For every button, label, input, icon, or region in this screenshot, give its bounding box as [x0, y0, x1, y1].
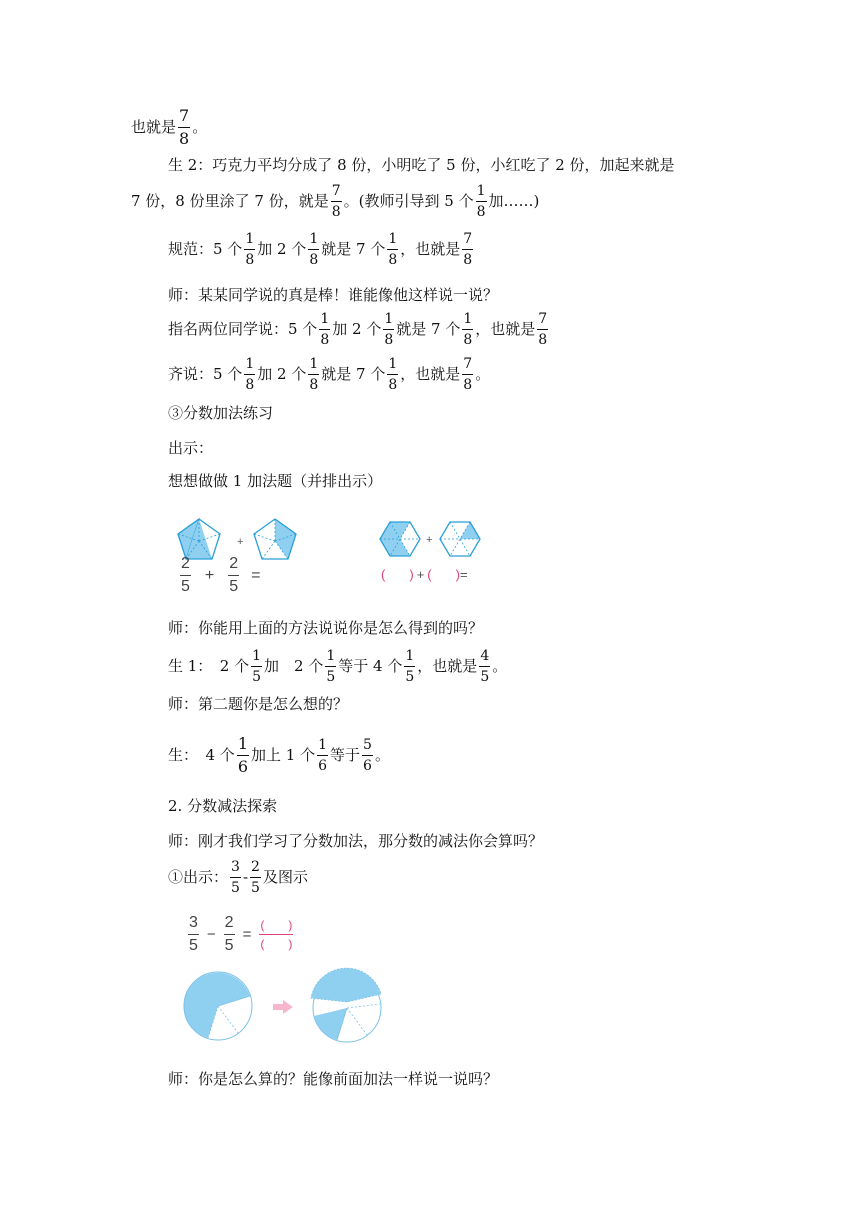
denominator: 5 [229, 578, 239, 595]
line-14 [168, 736, 390, 775]
text: 出示： [168, 439, 214, 457]
text: 加 2 个 [257, 240, 307, 258]
text: 生 1： 2 个 [168, 657, 250, 675]
hexagon-left [380, 522, 420, 556]
plus-sign: + [426, 534, 433, 546]
numerator: 1 [308, 357, 319, 375]
numerator: 7 [462, 232, 473, 250]
line-1 [131, 108, 207, 147]
text: 师：第二题你是怎么想的？ [168, 695, 349, 713]
numerator: 7 [537, 312, 548, 330]
fraction [462, 357, 473, 392]
numerator: 7 [331, 184, 342, 202]
numerator: 1 [476, 184, 487, 202]
equals-sign: = [251, 566, 261, 584]
text: ，也就是 [417, 657, 478, 675]
text: 等于 4 个 [338, 657, 403, 675]
numerator: 1 [317, 738, 328, 756]
pentagon-right [254, 519, 296, 559]
text: 齐说：5 个 [168, 365, 243, 383]
text: ①出示： [168, 868, 229, 886]
denominator: 5 [231, 880, 240, 896]
numerator: 1 [404, 649, 415, 667]
numerator: 7 [178, 108, 190, 128]
line-6 [168, 312, 550, 347]
numerator: 3 [230, 860, 241, 878]
numerator: 3 [188, 915, 199, 935]
fraction [308, 357, 319, 392]
denominator: 8 [245, 252, 255, 268]
numerator: 1 [383, 312, 394, 330]
text: 师：刚才我们学习了分数加法，那分数的减法你会算吗？ [168, 832, 544, 850]
denominator: 5 [326, 669, 336, 685]
text: 加 2 个 [264, 657, 324, 675]
denominator: 8 [309, 252, 319, 268]
numerator: 1 [237, 736, 249, 756]
fraction [462, 312, 473, 347]
numerator: 1 [387, 357, 398, 375]
paren-left: ( [381, 567, 386, 582]
fraction [462, 232, 473, 267]
circle-before [184, 964, 257, 1040]
denominator: 5 [224, 937, 234, 954]
line-5 [168, 288, 498, 303]
fraction [188, 915, 199, 954]
text: 规范：5 个 [168, 240, 243, 258]
text: 就是 7 个 [321, 240, 386, 258]
numerator: 2 [224, 915, 235, 935]
denominator: 5 [252, 669, 262, 685]
numerator: 1 [387, 232, 398, 250]
text: 。 [475, 365, 491, 383]
fraction [251, 649, 262, 684]
text: 加 2 个 [332, 320, 382, 338]
fraction [362, 738, 373, 773]
fraction [317, 738, 328, 773]
line-4 [168, 232, 475, 267]
heading-subtraction [168, 799, 277, 814]
fraction [387, 357, 398, 392]
text: 。(教师引导到 5 个 [343, 192, 474, 210]
plus-sign: + [416, 567, 425, 582]
line-3 [131, 184, 539, 219]
text: 指名两位同学说：5 个 [168, 320, 318, 338]
denominator: 5 [181, 578, 190, 595]
denominator: 5 [405, 669, 415, 685]
fraction [537, 312, 548, 347]
numerator: 7 [462, 357, 473, 375]
numerator: 5 [362, 738, 373, 756]
text: 想想做做 1 加法题（并排出示） [168, 472, 383, 490]
denominator: 6 [363, 758, 372, 774]
text: 加 2 个 [257, 365, 307, 383]
heading-addition-practice [168, 406, 273, 421]
line-11 [168, 621, 483, 636]
denominator: 5 [480, 669, 490, 685]
text: 加上 1 个 [251, 746, 316, 764]
hexagon-right [440, 522, 480, 556]
text: 师：你能用上面的方法说说你是怎么得到的吗？ [168, 619, 484, 637]
text: 加……) [488, 192, 540, 210]
fraction [244, 357, 255, 392]
denominator: 8 [179, 129, 190, 148]
denominator: 6 [237, 757, 248, 776]
text: 。 [492, 657, 508, 675]
numerator: 1 [244, 357, 255, 375]
circle-after [311, 968, 381, 1042]
text: 及图示 [262, 868, 308, 886]
paren-right: ) [455, 567, 460, 582]
fraction [228, 556, 239, 595]
text: 7 份，8 份里涂了 7 份，就是 [131, 192, 329, 210]
numerator: 4 [479, 649, 490, 667]
text: 等于 [330, 746, 361, 764]
pentagon-left [178, 519, 220, 559]
denominator: 6 [318, 758, 328, 774]
subtraction-circles-figure [180, 964, 390, 1054]
fraction [387, 232, 398, 267]
paren-right: ) [409, 567, 414, 582]
line-7 [168, 357, 490, 392]
arrow-icon [273, 1000, 293, 1014]
denominator: ( ) [260, 937, 293, 951]
line-show [168, 441, 213, 456]
text: 2. 分数减法探索 [168, 797, 278, 815]
answer-fraction [259, 919, 293, 950]
fraction [244, 232, 255, 267]
text: 师：你是怎么算的？能像前面加法一样说一说吗？ [168, 1070, 499, 1088]
fraction [325, 649, 336, 684]
line-12 [168, 649, 507, 684]
text: 也就是 [131, 118, 177, 136]
denominator: 8 [388, 252, 398, 268]
equals-sign: = [242, 926, 252, 943]
minus-sign: - [242, 868, 249, 886]
denominator: 8 [245, 377, 255, 393]
numerator: 1 [319, 312, 330, 330]
line-17 [168, 860, 308, 895]
text: 。 [192, 118, 208, 136]
text: 生 2：巧克力平均分成了 8 份，小明吃了 5 份，小红吃了 2 份，加起来就是 [168, 156, 675, 174]
denominator: 8 [384, 332, 394, 348]
denominator: 5 [189, 937, 198, 954]
text: ③分数加法练习 [168, 404, 274, 422]
text: 生： 4 个 [168, 746, 235, 764]
numerator: 2 [250, 860, 261, 878]
fraction [404, 649, 415, 684]
fraction [237, 736, 249, 775]
subtraction-equation [186, 915, 295, 954]
fraction [224, 915, 235, 954]
fraction [479, 649, 490, 684]
numerator: 1 [244, 232, 255, 250]
numerator: 2 [180, 556, 191, 576]
denominator: 8 [538, 332, 548, 348]
numerator: 1 [325, 649, 336, 667]
fraction [308, 232, 319, 267]
fraction [383, 312, 394, 347]
denominator: 8 [463, 332, 473, 348]
denominator: 8 [463, 252, 473, 268]
denominator: 8 [463, 377, 473, 393]
denominator: 8 [331, 204, 341, 220]
numerator: 2 [228, 556, 239, 576]
hexagon-equation [381, 568, 468, 581]
text: ，也就是 [400, 240, 461, 258]
line-practice-title [168, 474, 382, 489]
plus-sign: + [237, 536, 244, 548]
fraction [178, 108, 190, 147]
denominator: 5 [251, 880, 260, 896]
line-13 [168, 697, 348, 712]
fraction [230, 860, 241, 895]
text: ，也就是 [475, 320, 536, 338]
line-18 [168, 1072, 498, 1087]
text: 师：某某同学说的真是棒！谁能像他这样说一说？ [168, 286, 499, 304]
denominator: 8 [320, 332, 330, 348]
fraction [319, 312, 330, 347]
numerator: ( ) [259, 919, 293, 935]
denominator: 8 [476, 204, 486, 220]
line-2 [168, 158, 675, 173]
numerator: 1 [462, 312, 473, 330]
numerator: 1 [251, 649, 262, 667]
fraction [476, 184, 487, 219]
line-16 [168, 834, 543, 849]
equals-sign: = [459, 567, 468, 582]
text: 就是 7 个 [396, 320, 461, 338]
text: 就是 7 个 [321, 365, 386, 383]
numerator: 1 [308, 232, 319, 250]
pentagon-equation [178, 556, 261, 595]
text: ，也就是 [400, 365, 461, 383]
minus-sign: − [206, 926, 216, 943]
plus-sign: + [204, 566, 215, 584]
fraction [180, 556, 191, 595]
fraction [250, 860, 261, 895]
fraction [331, 184, 342, 219]
text: 。 [374, 746, 390, 764]
denominator: 8 [388, 377, 398, 393]
denominator: 8 [309, 377, 319, 393]
paren-left: ( [427, 567, 432, 582]
